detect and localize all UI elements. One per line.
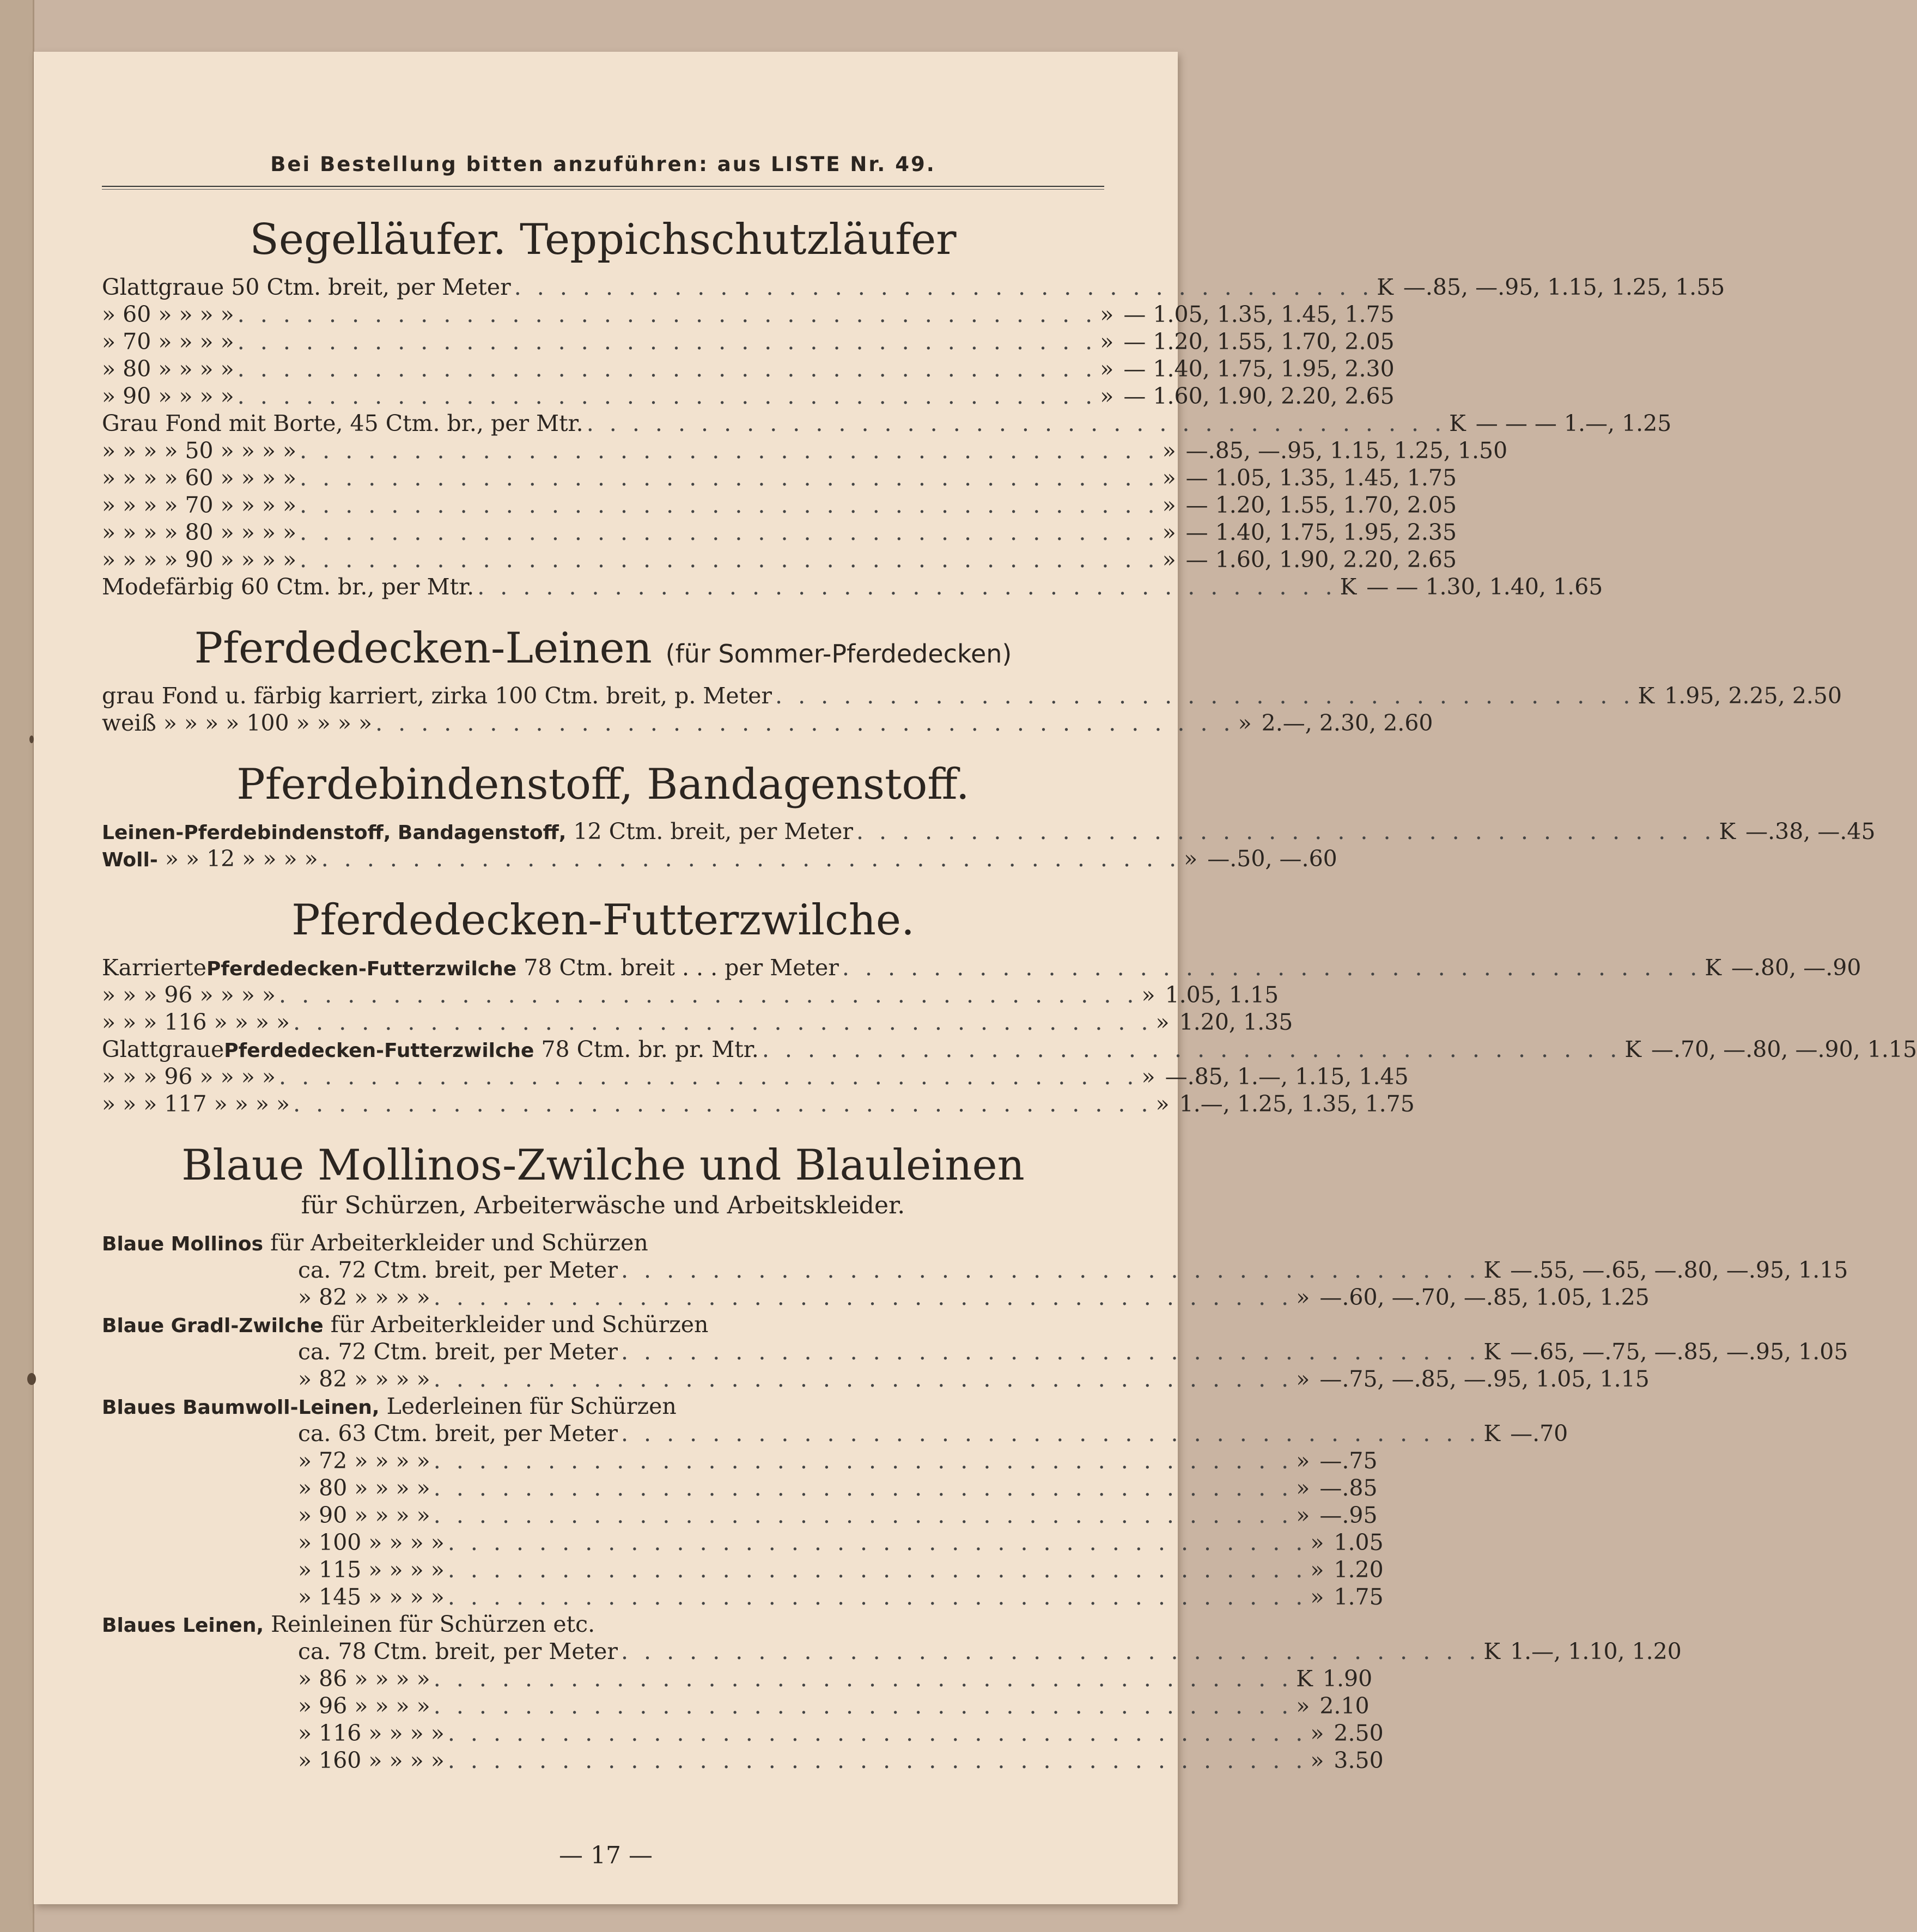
row-bold-label: Leinen-Pferdebindenstoff, Bandagenstoff, <box>102 822 567 845</box>
row-description <box>102 1063 276 1090</box>
dot-leader: . . . . . . . . . . . . . . . . . . . . . . . . . . . . . . . . . . . . . . <box>620 1638 1481 1664</box>
row-text: » 86 » » » » <box>298 1665 430 1692</box>
row-description <box>298 1665 430 1692</box>
group-label-bold: Blaue Gradl-Zwilche <box>102 1314 324 1337</box>
dot-leader: . . . . . . . . . . . . . . . . . . . . . . . . . . . . . . . . . . . . . . <box>447 1556 1307 1583</box>
price-values: — — — 1.—, 1.25 <box>1475 410 1672 436</box>
row-description <box>102 1090 290 1117</box>
currency-mark: » <box>1100 355 1114 382</box>
currency-mark: K <box>1483 1638 1501 1664</box>
price-row <box>102 1692 1370 1720</box>
price-values: —.38, —.45 <box>1745 818 1876 845</box>
price-row <box>102 845 1337 872</box>
currency-mark: » <box>1296 1692 1310 1719</box>
dot-leader: . . . . . . . . . . . . . . . . . . . . . . . . . . . . . . . . . . . . . . <box>237 355 1097 382</box>
row-description <box>102 519 296 546</box>
price-values: —.85, 1.—, 1.15, 1.45 <box>1165 1064 1409 1090</box>
row-description <box>298 1692 430 1720</box>
row-description <box>298 1474 430 1502</box>
price-row <box>102 355 1395 382</box>
currency-mark: » <box>1100 301 1114 327</box>
row-prefix: Karrierte <box>102 955 206 981</box>
row-description <box>298 1529 445 1556</box>
row-description <box>298 1338 618 1365</box>
row-text: » 80 » » » » <box>102 355 234 382</box>
price-values: 2.50 <box>1334 1720 1384 1746</box>
dot-leader: . . . . . . . . . . . . . . . . . . . . . . . . . . . . . . . . . . . . . . <box>293 1009 1153 1036</box>
currency-mark: » <box>1296 1474 1310 1501</box>
dot-leader: . . . . . . . . . . . . . . . . . . . . . . . . . . . . . . . . . . . . . . <box>856 818 1716 845</box>
row-text: ca. 72 Ctm. breit, per Meter <box>298 1338 618 1365</box>
dot-leader: . . . . . . . . . . . . . . . . . . . . . . . . . . . . . . . . . . . . . . <box>300 464 1159 491</box>
dot-leader: . . . . . . . . . . . . . . . . . . . . . . . . . . . . . . . . . . . . . . <box>447 1529 1307 1556</box>
group-label-bold: Blaue Mollinos <box>102 1232 264 1255</box>
currency-mark: K <box>1296 1665 1313 1692</box>
adjacent-page-edge <box>0 0 34 1932</box>
row-description <box>102 818 853 847</box>
currency-mark: » <box>1100 328 1114 355</box>
section-title-text: Pferdedecken-Futterzwilche. <box>291 896 915 945</box>
dot-leader: . . . . . . . . . . . . . . . . . . . . . . . . . . . . . . . . . . . . . . <box>300 519 1159 545</box>
price-values: 2.—, 2.30, 2.60 <box>1261 709 1433 736</box>
row-text: » 116 » » » » <box>298 1720 445 1746</box>
dot-leader: . . . . . . . . . . . . . . . . . . . . . . . . . . . . . . . . . . . . . . <box>586 410 1446 436</box>
price-values: — 1.40, 1.75, 1.95, 2.35 <box>1185 519 1457 545</box>
row-description <box>102 410 583 437</box>
group-label-text: Reinleinen für Schürzen etc. <box>271 1611 595 1637</box>
currency-mark: » <box>1155 1091 1170 1117</box>
price-row <box>102 328 1395 355</box>
currency-mark: » <box>1310 1529 1324 1556</box>
row-description <box>102 709 372 737</box>
row-bold-label: Woll- <box>102 849 158 872</box>
currency-mark: » <box>1296 1502 1310 1528</box>
row-text: Grau Fond mit Borte, 45 Ctm. br., per Mtr. <box>102 410 583 436</box>
price-row <box>102 1474 1378 1502</box>
price-row <box>102 464 1457 491</box>
price-values: — 1.60, 1.90, 2.20, 2.65 <box>1123 382 1395 409</box>
row-text: » 90 » » » » <box>102 382 234 409</box>
group-label-text: Lederleinen für Schürzen <box>386 1393 677 1419</box>
price-row <box>102 1556 1384 1583</box>
dot-leader: . . . . . . . . . . . . . . . . . . . . . . . . . . . . . . . . . . . . . . <box>321 846 1181 872</box>
section-title <box>102 762 1104 809</box>
row-description <box>102 981 276 1008</box>
currency-mark: K <box>1483 1338 1501 1365</box>
price-values: —.80, —.90 <box>1731 955 1861 981</box>
price-row <box>102 1502 1378 1529</box>
row-text: » 60 » » » » <box>102 301 234 327</box>
price-values: 1.95, 2.25, 2.50 <box>1664 682 1842 709</box>
section-rows <box>102 682 1842 737</box>
catalog-section <box>102 215 1725 600</box>
group-label-text: für Arbeiterkleider und Schürzen <box>330 1311 709 1338</box>
dot-leader: . . . . . . . . . . . . . . . . . . . . . . . . . . . . . . . . . . . . . . <box>293 1091 1153 1117</box>
row-description <box>298 1365 430 1393</box>
price-values: 1.—, 1.10, 1.20 <box>1510 1638 1682 1664</box>
section-title-note: (für Sommer-Pferdedecken) <box>665 639 1012 669</box>
price-row <box>102 1256 1848 1284</box>
price-values: — — 1.30, 1.40, 1.65 <box>1366 573 1603 600</box>
price-values: —.55, —.65, —.80, —.95, 1.15 <box>1510 1256 1848 1283</box>
dot-leader: . . . . . . . . . . . . . . . . . . . . . . . . . . . . . . . . . . . . . . <box>447 1720 1307 1746</box>
currency-mark: » <box>1310 1747 1324 1773</box>
price-values: — 1.40, 1.75, 1.95, 2.30 <box>1123 355 1395 382</box>
section-rows <box>102 954 1917 1117</box>
row-text: ca. 63 Ctm. breit, per Meter <box>298 1420 618 1447</box>
row-description <box>102 1008 290 1036</box>
price-row <box>102 437 1508 464</box>
price-row <box>102 519 1457 546</box>
dot-leader: . . . . . . . . . . . . . . . . . . . . . . . . . . . . . . . . . . . . . . <box>237 382 1097 409</box>
currency-mark: K <box>1719 818 1736 845</box>
currency-mark: K <box>1705 955 1721 981</box>
price-values: 3.50 <box>1334 1747 1384 1773</box>
dot-leader: . . . . . . . . . . . . . . . . . . . . . . . . . . . . . . . . . . . . . . <box>279 982 1139 1008</box>
currency-mark: » <box>1310 1556 1324 1583</box>
currency-mark: » <box>1184 846 1198 872</box>
price-row <box>102 1638 1682 1665</box>
row-description <box>102 491 296 519</box>
price-values: —.85 <box>1319 1474 1378 1501</box>
price-row <box>102 274 1725 301</box>
row-prefix: Glattgraue <box>102 1036 224 1063</box>
currency-mark: » <box>1162 437 1176 464</box>
row-description <box>102 546 296 573</box>
price-row <box>102 1529 1384 1556</box>
currency-mark: K <box>1638 682 1655 709</box>
currency-mark: » <box>1310 1720 1324 1746</box>
price-row <box>102 954 1861 981</box>
row-bold-label: Pferdedecken-Futterzwilche <box>224 1040 534 1062</box>
group-label <box>102 1611 1104 1638</box>
row-text: » » » » 80 » » » » <box>102 519 297 545</box>
row-description <box>298 1256 618 1284</box>
row-text: 12 Ctm. breit, per Meter <box>573 818 853 845</box>
row-text: » 80 » » » » <box>298 1474 430 1501</box>
price-row <box>102 981 1279 1008</box>
group-label <box>102 1393 1104 1420</box>
currency-mark: » <box>1155 1009 1170 1036</box>
price-row <box>102 1747 1384 1774</box>
price-row <box>102 1036 1917 1063</box>
catalog-section <box>102 896 1917 1117</box>
section-title <box>102 1143 1104 1189</box>
dot-leader: . . . . . . . . . . . . . . . . . . . . . . . . . . . . . . . . . . . . . . <box>514 274 1374 300</box>
price-row <box>102 1090 1415 1117</box>
dot-leader: . . . . . . . . . . . . . . . . . . . . . . . . . . . . . . . . . . . . . . <box>300 491 1159 518</box>
price-row <box>102 818 1876 845</box>
group-label-text: für Arbeiterkleider und Schürzen <box>270 1229 648 1256</box>
section-rows <box>102 1229 1848 1774</box>
price-row <box>102 1338 1848 1365</box>
price-row <box>102 1665 1373 1692</box>
row-description <box>102 682 772 709</box>
price-values: —.65, —.75, —.85, —.95, 1.05 <box>1510 1338 1848 1365</box>
price-values: 1.20, 1.35 <box>1179 1009 1293 1036</box>
catalog-section <box>102 623 1842 737</box>
row-text: » » » 116 » » » » <box>102 1009 290 1036</box>
currency-mark: » <box>1141 982 1155 1008</box>
group-label <box>102 1229 1104 1256</box>
currency-mark: » <box>1141 1064 1155 1090</box>
price-values: — 1.05, 1.35, 1.45, 1.75 <box>1123 301 1395 327</box>
row-text: 78 Ctm. br. pr. Mtr. <box>541 1036 759 1063</box>
row-text: » » » » 50 » » » » <box>102 437 297 464</box>
price-row <box>102 301 1395 328</box>
currency-mark: » <box>1162 546 1176 573</box>
dot-leader: . . . . . . . . . . . . . . . . . . . . . . . . . . . . . . . . . . . . . . <box>447 1583 1307 1610</box>
row-text: » 70 » » » » <box>102 328 234 355</box>
row-text: » 90 » » » » <box>298 1502 430 1528</box>
row-text: » » » » 70 » » » » <box>102 491 297 518</box>
price-row <box>102 410 1672 437</box>
price-values: —.85, —.95, 1.15, 1.25, 1.55 <box>1403 274 1725 300</box>
currency-mark: » <box>1296 1365 1310 1392</box>
row-text: » 96 » » » » <box>298 1692 430 1719</box>
dot-leader: . . . . . . . . . . . . . . . . . . . . . . . . . . . . . . . . . . . . . . <box>620 1338 1481 1365</box>
price-row <box>102 1583 1384 1611</box>
row-description <box>298 1747 445 1774</box>
row-description <box>298 1420 618 1447</box>
price-values: —.60, —.70, —.85, 1.05, 1.25 <box>1319 1284 1650 1310</box>
price-row <box>102 573 1603 600</box>
price-values: 1.90 <box>1322 1665 1373 1692</box>
currency-mark: » <box>1296 1447 1310 1474</box>
currency-mark: K <box>1449 410 1466 436</box>
currency-mark: » <box>1310 1583 1324 1610</box>
dot-leader: . . . . . . . . . . . . . . . . . . . . . . . . . . . . . . . . . . . . . . <box>433 1502 1293 1528</box>
ink-stain <box>29 736 34 743</box>
dot-leader: . . . . . . . . . . . . . . . . . . . . . . . . . . . . . . . . . . . . . . <box>300 546 1159 573</box>
catalog-sections <box>102 215 1917 1774</box>
dot-leader: . . . . . . . . . . . . . . . . . . . . . . . . . . . . . . . . . . . . . . <box>433 1447 1293 1474</box>
row-description <box>298 1556 445 1583</box>
section-title-text: Pferdebindenstoff, Bandagenstoff. <box>236 760 970 809</box>
row-text: ca. 72 Ctm. breit, per Meter <box>298 1256 618 1283</box>
price-values: —.50, —.60 <box>1207 846 1337 872</box>
price-values: — 1.20, 1.55, 1.70, 2.05 <box>1123 328 1395 355</box>
price-row <box>102 491 1457 519</box>
dot-leader: . . . . . . . . . . . . . . . . . . . . . . . . . . . . . . . . . . . . . . <box>375 709 1235 736</box>
price-values: 2.10 <box>1319 1692 1370 1719</box>
price-row <box>102 382 1395 410</box>
catalog-page <box>34 52 1917 1904</box>
price-row <box>102 1284 1650 1311</box>
row-description <box>102 954 839 983</box>
catalog-section <box>102 1141 1848 1774</box>
row-description <box>102 274 511 301</box>
price-values: 1.—, 1.25, 1.35, 1.75 <box>1179 1091 1415 1117</box>
currency-mark: » <box>1162 464 1176 491</box>
dot-leader: . . . . . . . . . . . . . . . . . . . . . . . . . . . . . . . . . . . . . . <box>433 1474 1293 1501</box>
row-bold-label: Pferdedecken-Futterzwilche <box>206 958 517 981</box>
section-title <box>102 897 1104 944</box>
row-text: » » » 96 » » » » <box>102 982 276 1008</box>
row-description <box>298 1284 430 1311</box>
row-description <box>102 1036 759 1065</box>
section-rows <box>102 818 1876 872</box>
row-text: » » » » 90 » » » » <box>102 546 297 573</box>
section-title <box>102 217 1104 264</box>
row-text: ca. 78 Ctm. breit, per Meter <box>298 1638 618 1664</box>
row-description <box>102 573 474 600</box>
group-label <box>102 1311 1104 1338</box>
currency-mark: K <box>1340 573 1357 600</box>
currency-mark: » <box>1296 1284 1310 1310</box>
price-row <box>102 1420 1568 1447</box>
currency-mark: K <box>1483 1420 1501 1447</box>
dot-leader: . . . . . . . . . . . . . . . . . . . . . . . . . . . . . . . . . . . . . . <box>842 955 1702 981</box>
catalog-section <box>102 760 1876 873</box>
row-text: » 145 » » » » <box>298 1583 445 1610</box>
price-values: — 1.60, 1.90, 2.20, 2.65 <box>1185 546 1457 573</box>
dot-leader: . . . . . . . . . . . . . . . . . . . . . . . . . . . . . . . . . . . . . . <box>300 437 1159 464</box>
price-values: —.85, —.95, 1.15, 1.25, 1.50 <box>1185 437 1508 464</box>
price-values: —.75 <box>1319 1447 1378 1474</box>
row-text: » » 12 » » » » <box>165 846 318 872</box>
dot-leader: . . . . . . . . . . . . . . . . . . . . . . . . . . . . . . . . . . . . . . <box>237 301 1097 327</box>
row-text: » 160 » » » » <box>298 1747 445 1773</box>
price-row <box>102 682 1842 709</box>
section-title-text: Segelläufer. Teppichschutzläufer <box>249 215 957 264</box>
row-description <box>298 1720 445 1747</box>
dot-leader: . . . . . . . . . . . . . . . . . . . . . . . . . . . . . . . . . . . . . . <box>620 1420 1481 1447</box>
row-description <box>298 1583 445 1611</box>
currency-mark: » <box>1162 491 1176 518</box>
price-values: —.70 <box>1510 1420 1568 1447</box>
row-description <box>102 328 234 355</box>
price-row <box>102 1063 1409 1090</box>
price-row <box>102 1365 1650 1393</box>
price-row <box>102 709 1433 737</box>
dot-leader: . . . . . . . . . . . . . . . . . . . . . . . . . . . . . . . . . . . . . . <box>620 1256 1481 1283</box>
price-values: —.95 <box>1319 1502 1378 1528</box>
section-rows <box>102 274 1725 600</box>
order-header: Bei Bestellung bitten anzuführen: aus LISTE Nr. 49. <box>270 153 936 176</box>
price-values: 1.75 <box>1334 1583 1384 1610</box>
currency-mark: » <box>1162 519 1176 545</box>
dot-leader: . . . . . . . . . . . . . . . . . . . . . . . . . . . . . . . . . . . . . . <box>775 682 1635 709</box>
row-text: grau Fond u. färbig karriert, zirka 100 Ctm. breit, p. Meter <box>102 682 772 709</box>
header-rule-thin <box>102 189 1104 190</box>
currency-mark: K <box>1624 1036 1641 1063</box>
price-row <box>102 1720 1384 1747</box>
price-row <box>102 1447 1378 1474</box>
dot-leader: . . . . . . . . . . . . . . . . . . . . . . . . . . . . . . . . . . . . . . <box>433 1365 1293 1392</box>
dot-leader: . . . . . . . . . . . . . . . . . . . . . . . . . . . . . . . . . . . . . . <box>433 1284 1293 1310</box>
row-description <box>102 355 234 382</box>
price-values: 1.20 <box>1334 1556 1384 1583</box>
price-values: — 1.05, 1.35, 1.45, 1.75 <box>1185 464 1457 491</box>
row-text: » » » 117 » » » » <box>102 1091 290 1117</box>
section-subtitle: für Schürzen, Arbeiterwäsche und Arbeitskleider. <box>301 1191 905 1219</box>
row-description <box>102 301 234 328</box>
row-text: » 72 » » » » <box>298 1447 430 1474</box>
row-description <box>298 1502 430 1529</box>
price-values: —.70, —.80, —.90, 1.15 <box>1651 1036 1917 1063</box>
row-description <box>102 845 318 874</box>
row-text: Glattgraue 50 Ctm. breit, per Meter <box>102 274 511 300</box>
dot-leader: . . . . . . . . . . . . . . . . . . . . . . . . . . . . . . . . . . . . . . <box>279 1064 1139 1090</box>
dot-leader: . . . . . . . . . . . . . . . . . . . . . . . . . . . . . . . . . . . . . . <box>762 1036 1622 1063</box>
row-text: » 100 » » » » <box>298 1529 445 1556</box>
row-description <box>102 437 296 464</box>
page-number: — 17 — <box>559 1842 653 1869</box>
row-description <box>102 382 234 410</box>
section-title-text: Pferdedecken-Leinen <box>194 623 652 673</box>
dot-leader: . . . . . . . . . . . . . . . . . . . . . . . . . . . . . . . . . . . . . . <box>433 1692 1293 1719</box>
row-text: Modefärbig 60 Ctm. br., per Mtr. <box>102 573 474 600</box>
row-text: » » » 96 » » » » <box>102 1064 276 1090</box>
currency-mark: » <box>1238 709 1252 736</box>
row-text: 78 Ctm. breit . . . per Meter <box>524 955 839 981</box>
group-label-bold: Blaues Leinen, <box>102 1614 264 1637</box>
row-text: » 82 » » » » <box>298 1284 430 1310</box>
row-text: » 82 » » » » <box>298 1365 430 1392</box>
row-description <box>102 464 296 491</box>
price-values: 1.05 <box>1334 1529 1384 1556</box>
header-rule <box>102 186 1104 187</box>
currency-mark: » <box>1100 382 1114 409</box>
row-text: » 115 » » » » <box>298 1556 445 1583</box>
row-description <box>298 1638 618 1665</box>
price-values: 1.05, 1.15 <box>1165 982 1279 1008</box>
price-row <box>102 1008 1293 1036</box>
dot-leader: . . . . . . . . . . . . . . . . . . . . . . . . . . . . . . . . . . . . . . <box>237 328 1097 355</box>
ink-stain <box>27 1373 36 1385</box>
group-label-bold: Blaues Baumwoll-Leinen, <box>102 1396 380 1419</box>
dot-leader: . . . . . . . . . . . . . . . . . . . . . . . . . . . . . . . . . . . . . . <box>433 1665 1293 1692</box>
currency-mark: K <box>1377 274 1393 300</box>
row-text: weiß » » » » 100 » » » » <box>102 709 373 736</box>
price-values: —.75, —.85, —.95, 1.05, 1.15 <box>1319 1365 1650 1392</box>
section-title-text: Blaue Mollinos-Zwilche und Blauleinen <box>181 1141 1025 1190</box>
section-title <box>102 625 1104 672</box>
price-row <box>102 546 1457 573</box>
dot-leader: . . . . . . . . . . . . . . . . . . . . . . . . . . . . . . . . . . . . . . <box>447 1747 1307 1773</box>
dot-leader: . . . . . . . . . . . . . . . . . . . . . . . . . . . . . . . . . . . . . . <box>477 573 1337 600</box>
currency-mark: K <box>1483 1256 1501 1283</box>
row-description <box>298 1447 430 1474</box>
page-content <box>102 153 1917 1774</box>
row-text: » » » » 60 » » » » <box>102 464 297 491</box>
price-values: — 1.20, 1.55, 1.70, 2.05 <box>1185 491 1457 518</box>
